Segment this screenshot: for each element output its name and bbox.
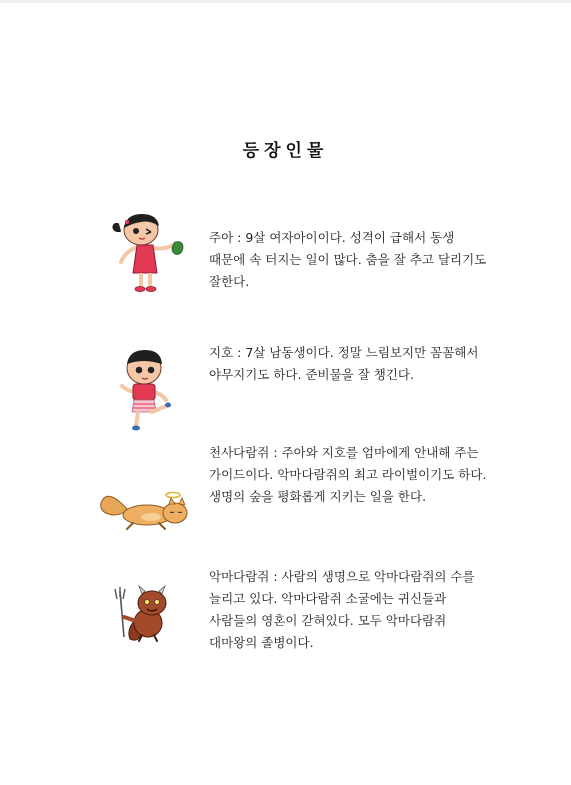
name-separator: : — [233, 230, 246, 245]
name-separator: : — [233, 345, 246, 360]
boy-character-icon — [108, 348, 188, 442]
character-description-jiho — [209, 342, 494, 386]
character-text: 9살 여자아이이다. 성격이 급해서 동생 때문에 속 터지는 일이 많다. 춤을 잘 추고 달리기도 잘한다. — [209, 230, 487, 289]
name-separator: : — [269, 445, 282, 460]
character-name: 주아 — [209, 230, 234, 245]
character-description-jua — [209, 227, 494, 293]
character-description-devil-squirrel — [209, 566, 494, 654]
page-top-border — [0, 0, 571, 3]
name-separator: : — [269, 569, 282, 584]
character-description-angel-squirrel — [209, 442, 494, 508]
character-text: 사람의 생명으로 악마다람쥐의 수를 늘리고 있다. 악마다람쥐 소굴에는 귀신들과 사람들의 영혼이 갇혀있다. 모두 악마다람쥐 대마왕의 졸병이다. — [209, 569, 475, 650]
character-name: 악마다람쥐 — [209, 569, 270, 584]
character-name: 천사다람쥐 — [209, 445, 270, 460]
character-name: 지호 — [209, 345, 234, 360]
character-text: 7살 남동생이다. 정말 느림보지만 꼼꼼해서 야무지기도 하다. 준비물을 잘 챙긴다. — [209, 345, 479, 382]
character-text: 주아와 지호를 엄마에게 안내해 주는 가이드이다. 악마다람쥐의 최고 라이벌이기도 하다. 생명의 숲을 평화롭게 지키는 일을 한다. — [209, 445, 487, 504]
angel-squirrel-icon — [97, 487, 197, 541]
page-title: 등장인물 — [242, 141, 329, 161]
devil-squirrel-icon — [106, 585, 186, 649]
girl-character-icon — [101, 210, 191, 304]
